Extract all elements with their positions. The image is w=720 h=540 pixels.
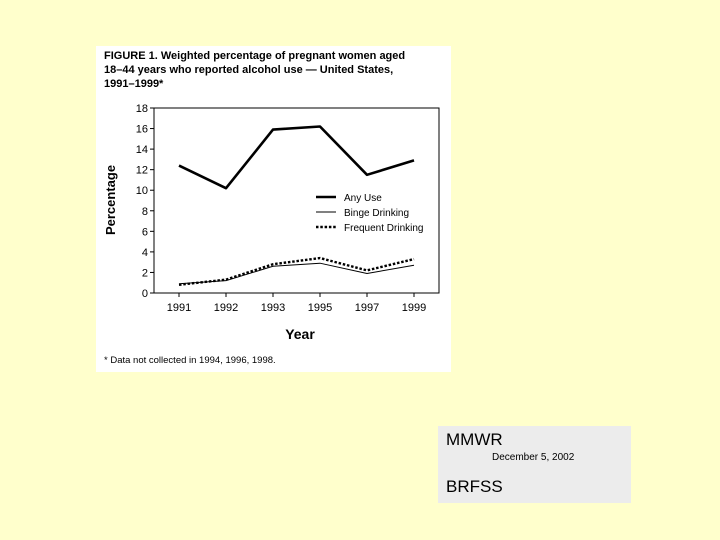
y-tick-label: 16	[135, 123, 148, 136]
y-tick-label: 14	[135, 144, 148, 157]
source-date: December 5, 2002	[492, 452, 575, 463]
plot-frame	[154, 108, 439, 293]
chart-figure	[96, 46, 451, 372]
source-survey: BRFSS	[446, 477, 503, 496]
x-tick-label: 1999	[401, 302, 427, 314]
source-name: MMWR	[446, 430, 503, 449]
x-tick-label: 1993	[260, 302, 286, 314]
y-tick-label: 6	[141, 226, 148, 239]
legend-entry: Frequent Drinking	[344, 223, 424, 234]
y-tick-label: 4	[141, 246, 148, 259]
y-tick-label: 12	[135, 164, 148, 177]
series-line-any-use	[179, 127, 414, 189]
x-tick-label: 1992	[213, 302, 239, 314]
y-tick-label: 0	[141, 288, 148, 300]
y-tick-label: 18	[135, 103, 148, 115]
x-tick-label: 1991	[166, 302, 192, 314]
chart-footnote: * Data not collected in 1994, 1996, 1998.	[104, 355, 276, 366]
x-tick-label: 1997	[354, 302, 380, 314]
source-box	[438, 426, 631, 503]
legend-entry: Any Use	[344, 193, 382, 204]
x-axis-label: Year	[285, 326, 315, 342]
line-chart	[96, 46, 451, 372]
y-tick-label: 8	[141, 205, 148, 218]
legend-entry: Binge Drinking	[344, 208, 410, 219]
y-axis-label: Percentage	[103, 164, 118, 236]
y-tick-label: 2	[141, 267, 148, 280]
x-tick-label: 1995	[307, 302, 333, 314]
y-tick-label: 10	[135, 185, 148, 198]
chart-title: FIGURE 1. Weighted percentage of pregnant women aged 18–44 years who reported alcohol use — United States, 1991–1999*	[104, 50, 406, 90]
